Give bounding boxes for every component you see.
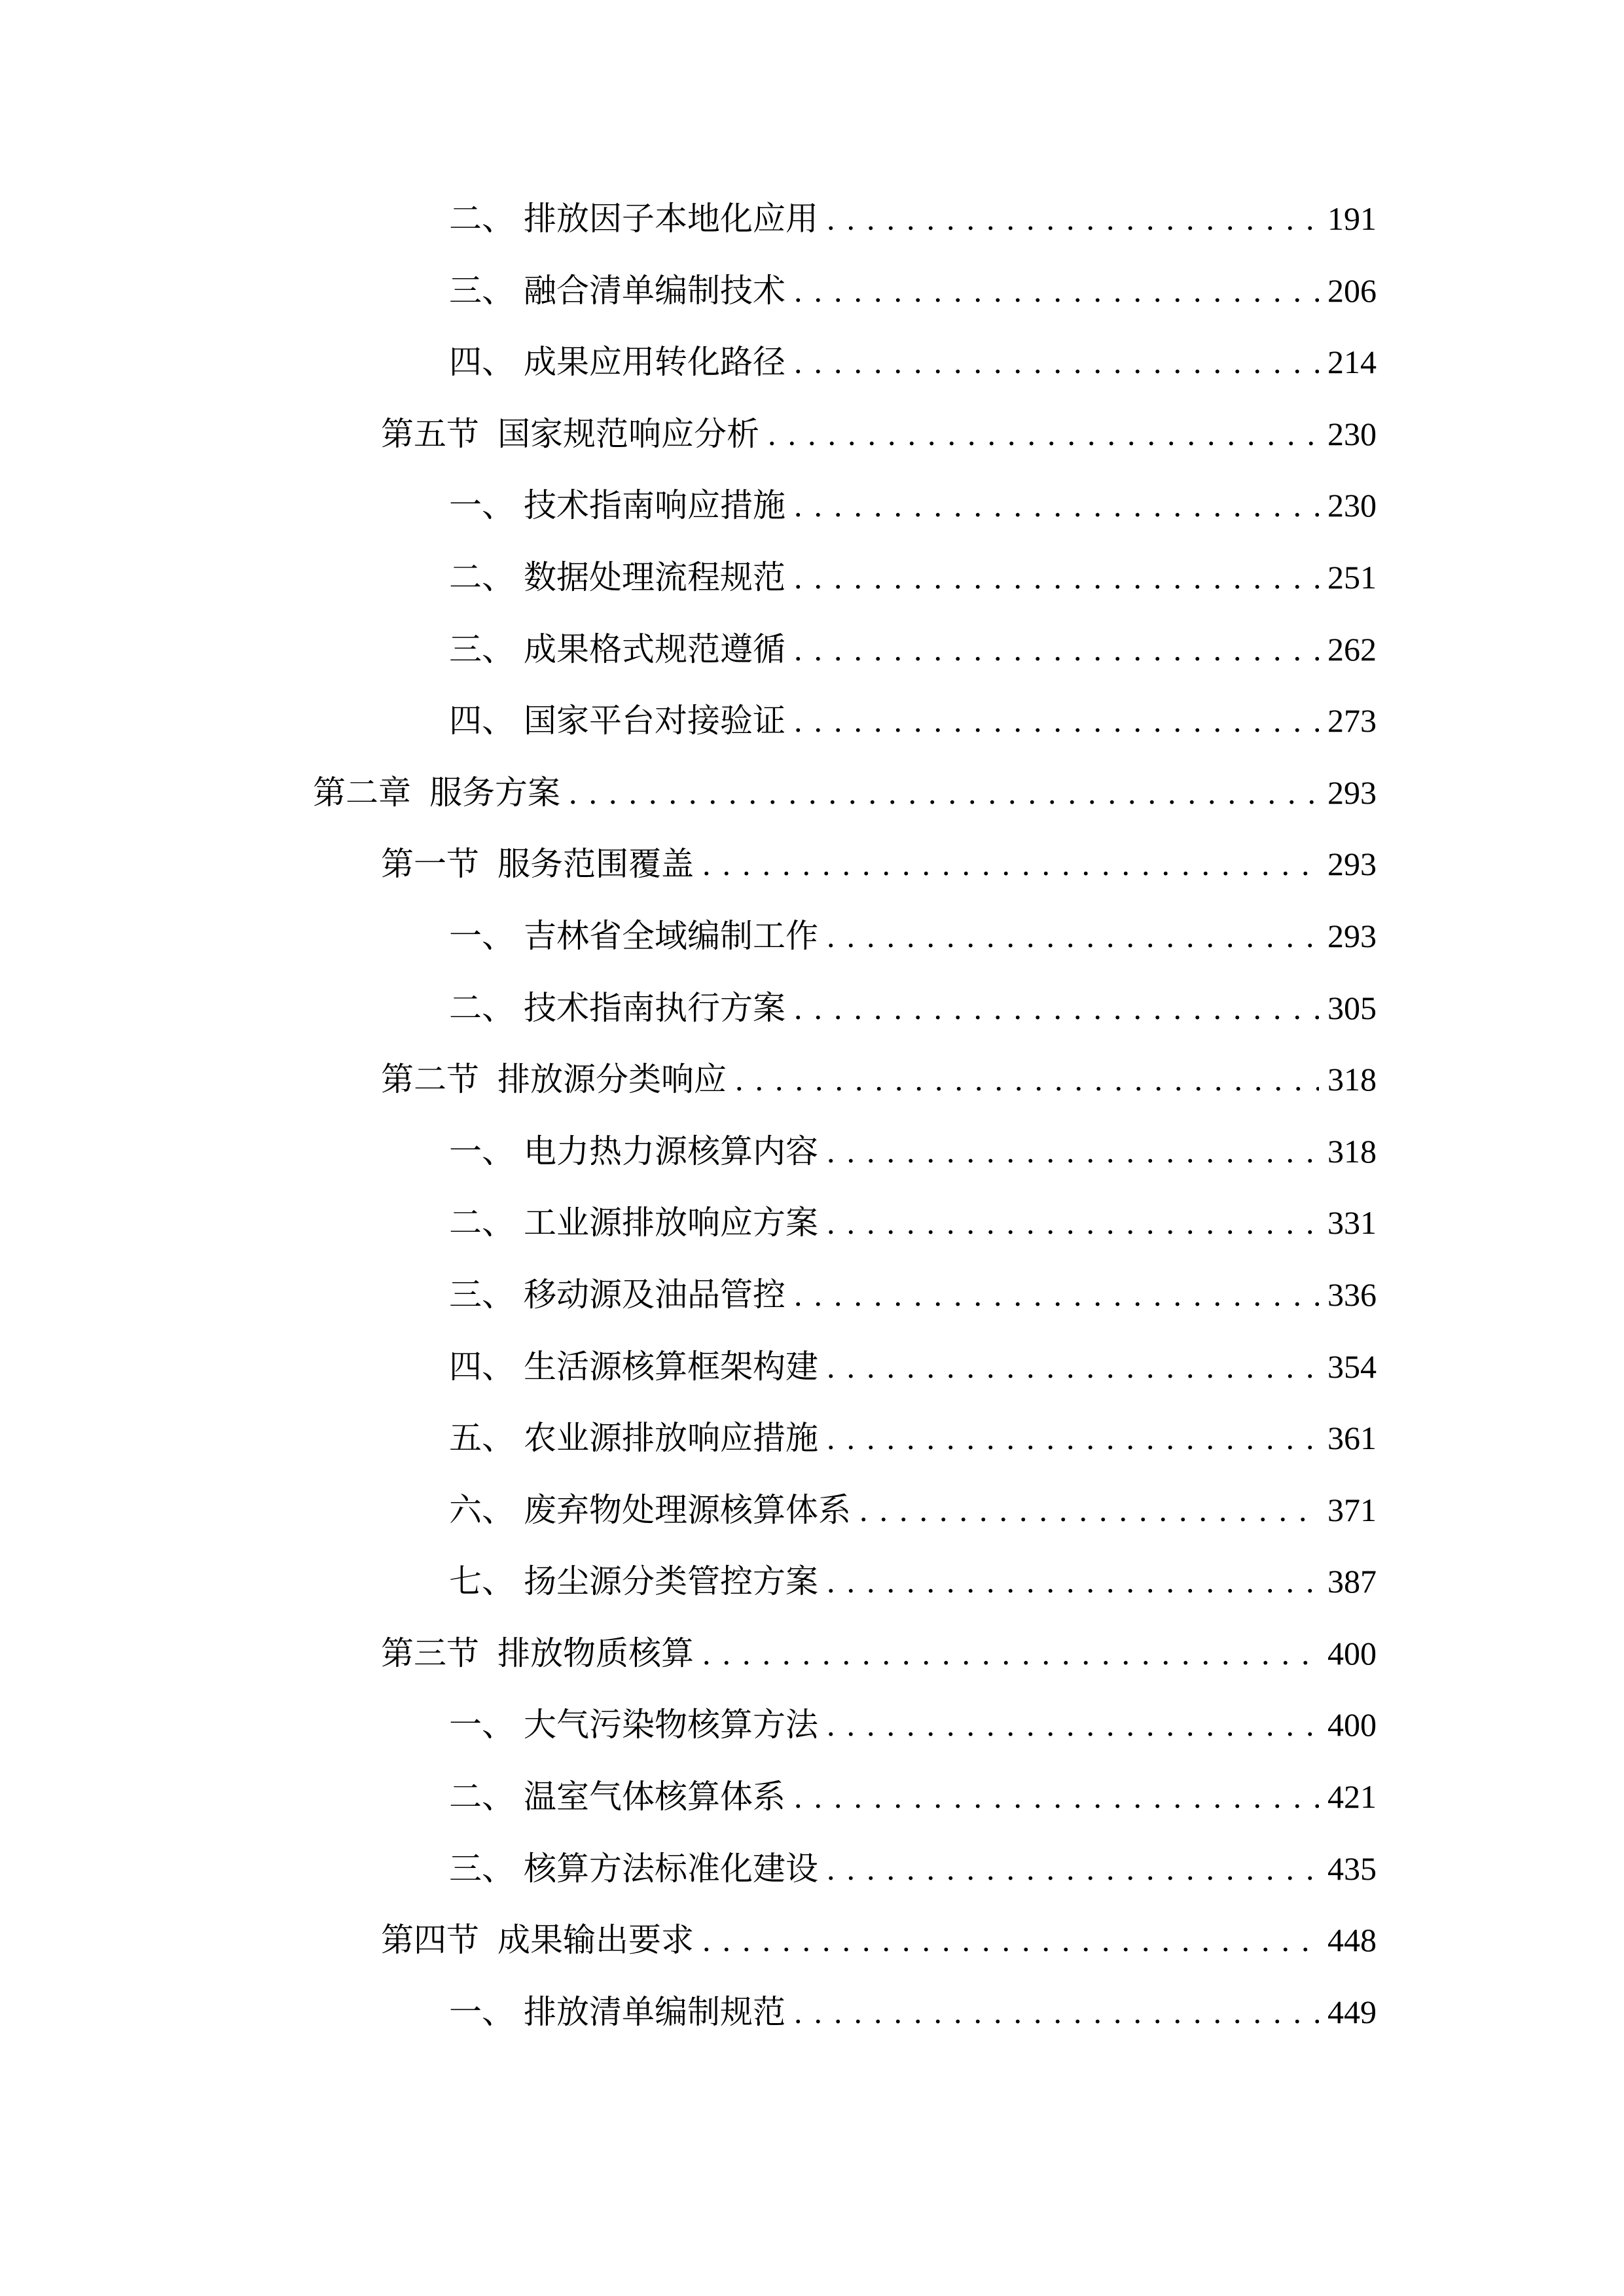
toc-entry-title: 排放因子本地化应用	[524, 200, 818, 237]
toc-entry-page: 435	[1327, 1850, 1377, 1887]
toc-entry-page: 293	[1327, 846, 1377, 883]
toc-entry-page: 400	[1327, 1706, 1377, 1744]
toc-entry-number: 二、	[449, 558, 514, 596]
toc-entry-title: 服务范围覆盖	[497, 846, 694, 883]
toc-entry-title: 废弃物处理源核算体系	[524, 1491, 851, 1528]
toc-entry-title: 国家规范响应分析	[497, 415, 759, 452]
dot-leader	[827, 1187, 1319, 1259]
toc-entry-number: 第二节	[381, 1061, 479, 1098]
toc-entry	[0, 327, 1377, 399]
toc-entry-number: 三、	[449, 1850, 514, 1887]
toc-entry-page: 293	[1327, 774, 1377, 811]
toc-entry	[0, 1618, 1377, 1690]
toc-entry	[0, 1761, 1377, 1833]
toc-entry-number: 二、	[449, 200, 514, 237]
toc-entry-title: 成果应用转化路径	[524, 344, 785, 381]
toc-entry-page: 387	[1327, 1563, 1377, 1600]
toc-entry-number: 第一节	[381, 846, 479, 883]
toc-entry-page: 191	[1327, 200, 1377, 237]
toc-entry-page: 273	[1327, 702, 1377, 740]
dot-leader	[827, 1689, 1319, 1761]
toc-entry	[0, 183, 1377, 255]
toc-entry-number: 三、	[449, 1276, 514, 1313]
toc-entry-page: 305	[1327, 989, 1377, 1026]
dot-leader	[794, 255, 1319, 327]
dot-leader	[569, 757, 1319, 829]
toc-entry-title: 核算方法标准化建设	[524, 1850, 818, 1887]
toc-entry	[0, 1833, 1377, 1905]
toc-entry-number: 二、	[449, 1204, 514, 1242]
toc-entry-title: 技术指南执行方案	[524, 989, 785, 1026]
toc-entry-page: 336	[1327, 1276, 1377, 1313]
dot-leader	[827, 183, 1319, 255]
dot-leader	[702, 1905, 1319, 1977]
toc-entry-number: 第二章	[313, 774, 411, 811]
toc-entry-title: 吉林省全域编制工作	[524, 917, 818, 954]
toc-entry-title: 电力热力源核算内容	[524, 1132, 818, 1170]
dot-leader	[794, 1977, 1319, 2049]
toc-entry-number: 一、	[449, 1706, 514, 1744]
toc-entry-title: 排放源分类响应	[497, 1061, 727, 1098]
toc-entry-title: 成果输出要求	[497, 1922, 694, 1959]
toc-entry-page: 318	[1327, 1132, 1377, 1170]
toc-entry-page: 206	[1327, 272, 1377, 309]
dot-leader	[702, 829, 1319, 901]
toc-entry-number: 一、	[449, 487, 514, 524]
toc-entry	[0, 1977, 1377, 2049]
toc-entry	[0, 901, 1377, 973]
toc-entry	[0, 757, 1377, 829]
toc-entry	[0, 1689, 1377, 1761]
dot-leader	[827, 1546, 1319, 1618]
toc-entry-title: 农业源排放响应措施	[524, 1420, 818, 1457]
toc-entry-page: 354	[1327, 1348, 1377, 1385]
dot-leader	[794, 470, 1319, 542]
toc-entry-number: 四、	[449, 344, 514, 381]
toc-entry-title: 国家平台对接验证	[524, 702, 785, 740]
dot-leader	[827, 1331, 1319, 1403]
toc-entry	[0, 399, 1377, 471]
toc-entry	[0, 1475, 1377, 1547]
toc-entry-title: 扬尘源分类管控方案	[524, 1563, 818, 1600]
toc-entry-page: 230	[1327, 487, 1377, 524]
toc-entry-page: 331	[1327, 1204, 1377, 1242]
dot-leader	[794, 973, 1319, 1045]
toc-entry	[0, 542, 1377, 614]
toc-entry-number: 一、	[449, 1132, 514, 1170]
dot-leader	[794, 685, 1319, 757]
toc-entry-title: 大气污染物核算方法	[524, 1706, 818, 1744]
dot-leader	[735, 1044, 1319, 1116]
dot-leader	[827, 1116, 1319, 1188]
toc-entry	[0, 829, 1377, 901]
toc-entry-title: 技术指南响应措施	[524, 487, 785, 524]
toc-entry-number: 二、	[449, 989, 514, 1026]
toc-entry-number: 三、	[449, 630, 514, 668]
dot-leader	[794, 1761, 1319, 1833]
toc-entry-title: 排放清单编制规范	[524, 1993, 785, 2030]
toc-entry-title: 工业源排放响应方案	[524, 1204, 818, 1242]
dot-leader	[859, 1475, 1319, 1547]
toc-entry-page: 214	[1327, 344, 1377, 381]
toc-entry-number: 六、	[449, 1491, 514, 1528]
toc-entry-page: 449	[1327, 1993, 1377, 2030]
toc-entry-page: 318	[1327, 1061, 1377, 1098]
toc-entry-title: 排放物质核算	[497, 1634, 694, 1672]
toc-entry-number: 三、	[449, 272, 514, 309]
toc-entry	[0, 255, 1377, 327]
dot-leader	[768, 399, 1319, 471]
dot-leader	[794, 542, 1319, 614]
toc-entry	[0, 1116, 1377, 1188]
toc-entry-page: 421	[1327, 1778, 1377, 1816]
dot-leader	[794, 1259, 1319, 1331]
toc-entry-number: 第三节	[381, 1634, 479, 1672]
toc-entry-title: 成果格式规范遵循	[524, 630, 785, 668]
toc-entry-number: 一、	[449, 1993, 514, 2030]
dot-leader	[702, 1618, 1319, 1690]
dot-leader	[827, 1833, 1319, 1905]
toc-entry-title: 服务方案	[429, 774, 560, 811]
toc-entry-number: 第四节	[381, 1922, 479, 1959]
toc-entry	[0, 1187, 1377, 1259]
toc-entry-title: 移动源及油品管控	[524, 1276, 785, 1313]
toc-entry	[0, 1905, 1377, 1977]
dot-leader	[794, 327, 1319, 399]
toc-entry-number: 五、	[449, 1420, 514, 1457]
toc-entry-page: 293	[1327, 917, 1377, 954]
dot-leader	[827, 1403, 1319, 1475]
toc-entry-number: 四、	[449, 702, 514, 740]
toc-entry-title: 生活源核算框架构建	[524, 1348, 818, 1385]
toc-entry	[0, 1259, 1377, 1331]
toc-entry	[0, 1403, 1377, 1475]
toc-entry-page: 230	[1327, 415, 1377, 452]
toc-entry	[0, 1044, 1377, 1116]
toc-entry-number: 一、	[449, 917, 514, 954]
toc-entry	[0, 973, 1377, 1045]
toc-entry-number: 第五节	[381, 415, 479, 452]
toc-entry-page: 448	[1327, 1922, 1377, 1959]
toc-entry-number: 七、	[449, 1563, 514, 1600]
toc-entry-title: 数据处理流程规范	[524, 558, 785, 596]
toc-entry-title: 融合清单编制技术	[524, 272, 785, 309]
toc-entry-number: 四、	[449, 1348, 514, 1385]
toc-entry	[0, 470, 1377, 542]
toc-entry-page: 400	[1327, 1634, 1377, 1672]
toc-entry-page: 251	[1327, 558, 1377, 596]
toc-entry	[0, 1546, 1377, 1618]
dot-leader	[827, 901, 1319, 973]
toc-entry-number: 二、	[449, 1778, 514, 1816]
toc-entry	[0, 1331, 1377, 1403]
toc-entry-title: 温室气体核算体系	[524, 1778, 785, 1816]
toc-entry-page: 371	[1327, 1491, 1377, 1528]
toc-entry	[0, 685, 1377, 757]
toc-entry-page: 262	[1327, 630, 1377, 668]
toc-entry	[0, 614, 1377, 686]
toc-entry-page: 361	[1327, 1420, 1377, 1457]
dot-leader	[794, 614, 1319, 686]
